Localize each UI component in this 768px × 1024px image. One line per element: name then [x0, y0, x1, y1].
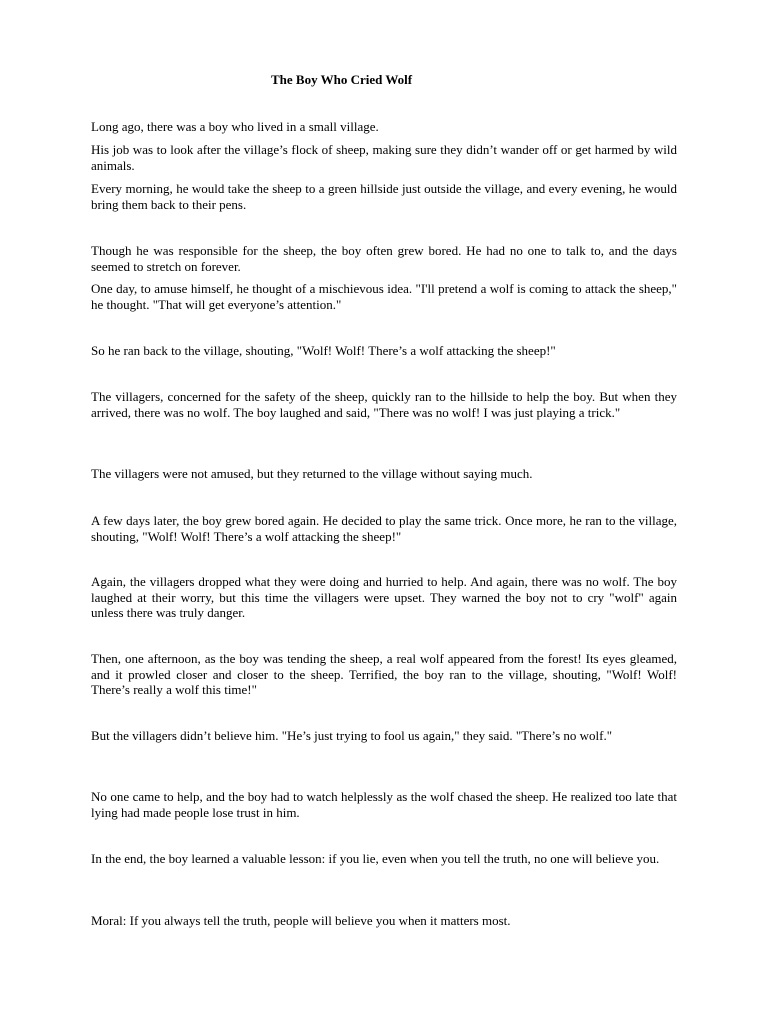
paragraph-13: No one came to help, and the boy had to watch helplessly as the wolf chased the sheep. He realized too late that lying had made people lose trust in him. [91, 789, 677, 820]
document-title: The Boy Who Cried Wolf [271, 72, 413, 87]
paragraph-1: Long ago, there was a boy who lived in a small village. [91, 119, 379, 134]
paragraph-9: A few days later, the boy grew bored again. He decided to play the same trick. Once more, he ran to the village, shouting, "Wolf! Wolf! There’s a wolf attacking the sheep!" [91, 513, 677, 544]
paragraph-15: Moral: If you always tell the truth, people will believe you when it matters most. [91, 913, 511, 928]
paragraph-10: Again, the villagers dropped what they were doing and hurried to help. And again, there was no wolf. The boy laughed at their worry, but this time the villagers were upset. They warned the boy not to cry "wolf" again unless there was truly danger. [91, 574, 677, 620]
paragraph-2: His job was to look after the village’s flock of sheep, making sure they didn’t wander off or get harmed by wild animals. [91, 142, 677, 173]
paragraph-4: Though he was responsible for the sheep, the boy often grew bored. He had no one to talk to, and the days seemed to stretch on forever. [91, 243, 677, 274]
paragraph-7: The villagers, concerned for the safety of the sheep, quickly ran to the hillside to help the boy. But when they arrived, there was no wolf. The boy laughed and said, "There was no wolf! I was just playing a trick." [91, 389, 677, 420]
paragraph-3: Every morning, he would take the sheep to a green hillside just outside the village, and every evening, he would bring them back to their pens. [91, 181, 677, 212]
paragraph-12: But the villagers didn’t believe him. "He’s just trying to fool us again," they said. "There’s no wolf." [91, 728, 613, 743]
paragraph-5: One day, to amuse himself, he thought of a mischievous idea. "I'll pretend a wolf is coming to attack the sheep," he thought. "That will get everyone’s attention." [91, 281, 677, 312]
paragraph-14: In the end, the boy learned a valuable lesson: if you lie, even when you tell the truth, no one will believe you. [91, 851, 660, 866]
paragraph-11: Then, one afternoon, as the boy was tending the sheep, a real wolf appeared from the forest! Its eyes gleamed, and it prowled closer and closer to the sheep. Terrified, the boy ran to the village, shouting, "Wolf! Wolf! There’s really a wolf this time!" [91, 651, 677, 697]
paragraph-8: The villagers were not amused, but they returned to the village without saying much. [91, 466, 533, 481]
paragraph-6: So he ran back to the village, shouting, "Wolf! Wolf! There’s a wolf attacking the sheep!" [91, 343, 556, 358]
